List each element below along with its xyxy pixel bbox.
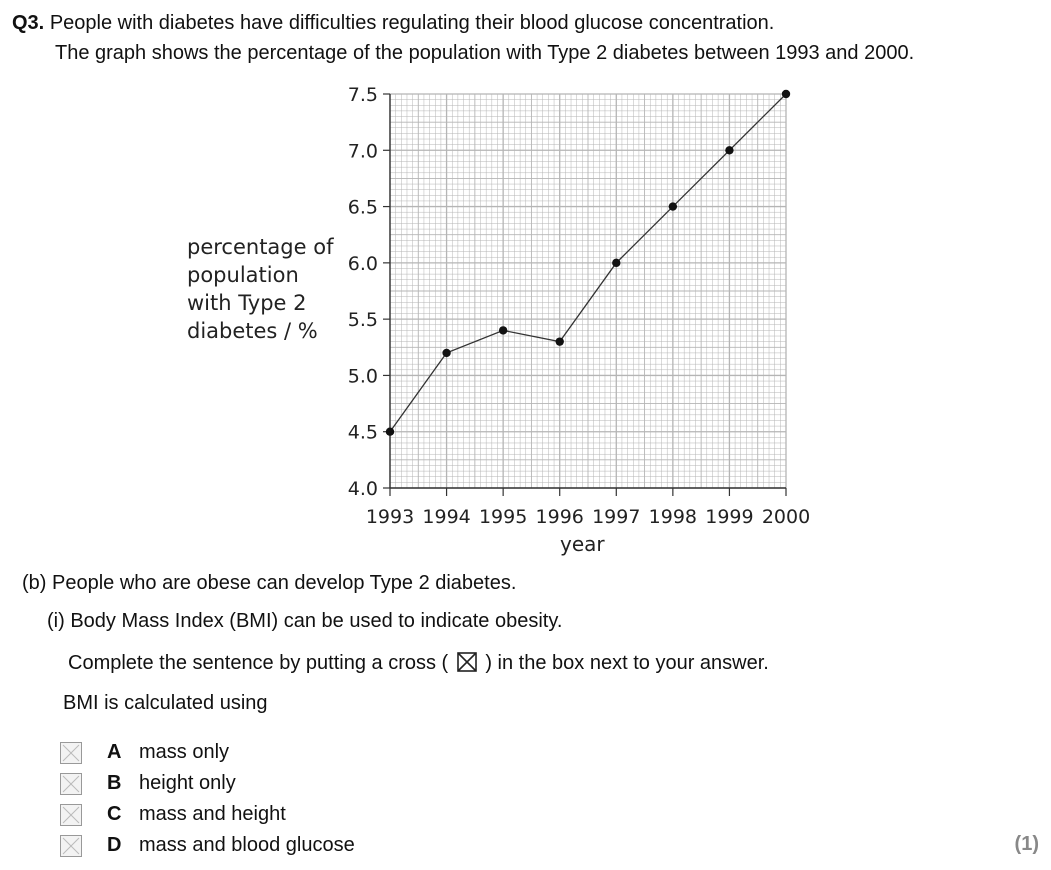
data-point	[725, 146, 733, 154]
option-letter: B	[107, 772, 122, 794]
checkbox-icon[interactable]	[60, 835, 82, 857]
checkbox-icon[interactable]	[60, 804, 82, 826]
marks: (1)	[1014, 833, 1039, 855]
checkbox-icon[interactable]	[60, 742, 82, 764]
option-a[interactable]	[60, 741, 229, 764]
y-tick-label: 6.5	[347, 196, 378, 219]
option-d[interactable]	[60, 834, 355, 857]
y-axis-label-line: with Type 2	[187, 291, 307, 315]
x-tick-label: 2000	[761, 506, 811, 528]
option-letter: A	[107, 741, 122, 763]
x-tick-label: 1993	[365, 506, 415, 528]
y-tick-label: 5.5	[347, 309, 378, 332]
x-tick-label: 1997	[592, 506, 641, 528]
option-letter: D	[107, 834, 122, 856]
y-tick-label: 5.0	[347, 365, 378, 388]
data-point	[782, 90, 790, 98]
question-stem: BMI is calculated using	[63, 692, 268, 714]
instruction	[68, 652, 769, 675]
y-axis-label-line: population	[187, 263, 299, 287]
option-text: mass and blood glucose	[139, 834, 355, 856]
x-axis-title: year	[560, 532, 605, 556]
x-tick-label: 1995	[478, 506, 528, 528]
data-point	[499, 326, 507, 334]
x-tick-label: 1998	[648, 506, 698, 528]
x-tick-label: 1999	[705, 506, 754, 528]
data-point	[669, 202, 677, 210]
checkbox-icon[interactable]	[60, 773, 82, 795]
question-intro: People with diabetes have difficulties regulating their blood glucose concentration.	[49, 12, 775, 34]
y-tick-label: 4.0	[347, 478, 378, 500]
data-point	[386, 428, 394, 436]
data-point	[442, 349, 450, 357]
instruction-after: ) in the box next to your answer.	[485, 652, 769, 674]
part-b-text: (b) People who are obese can develop Type 2 diabetes.	[22, 572, 517, 594]
y-tick-label: 7.5	[347, 84, 378, 106]
y-tick-label: 6.0	[347, 252, 378, 275]
question-number: Q3.	[12, 12, 45, 34]
graph-caption: The graph shows the percentage of the population with Type 2 diabetes between 1993 and 2000.	[55, 42, 915, 64]
part-i-text: (i) Body Mass Index (BMI) can be used to indicate obesity.	[47, 610, 563, 632]
y-axis-label-line: diabetes / %	[187, 319, 318, 343]
option-text: height only	[139, 772, 236, 794]
data-point	[612, 259, 620, 267]
option-b[interactable]	[60, 772, 236, 795]
option-letter: C	[107, 803, 122, 825]
data-point	[556, 337, 564, 345]
option-text: mass only	[139, 741, 230, 763]
option-text: mass and height	[139, 803, 286, 825]
crossed-box-icon	[457, 652, 477, 672]
x-tick-label: 1994	[422, 506, 471, 528]
y-tick-label: 7.0	[347, 140, 378, 163]
y-tick-label: 4.5	[347, 421, 378, 444]
instruction-before: Complete the sentence by putting a cross (	[68, 652, 449, 674]
x-tick-label: 1996	[535, 506, 584, 528]
y-axis-label-line: percentage of	[187, 235, 334, 259]
option-c[interactable]	[60, 803, 286, 826]
